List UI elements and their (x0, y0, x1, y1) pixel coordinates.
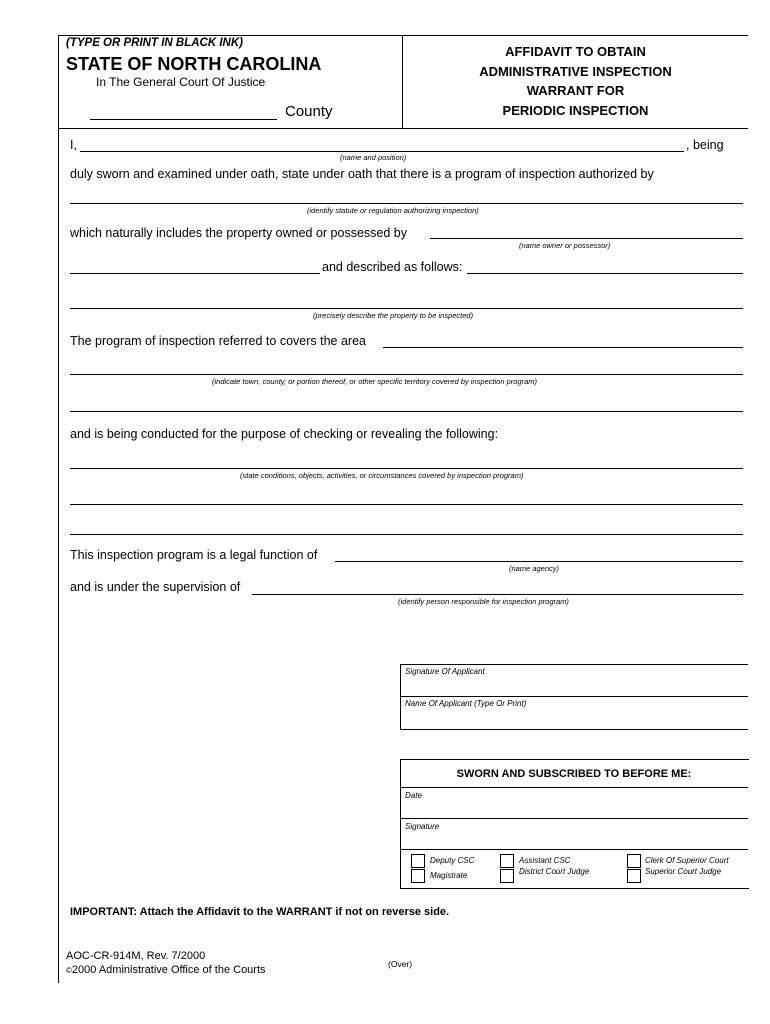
superior-judge-label: Superior Court Judge (645, 867, 722, 876)
clerk-superior-label: Clerk Of Superior Court (645, 856, 729, 865)
ink-instruction: (TYPE OR PRINT IN BLACK INK) (66, 37, 243, 49)
county-field[interactable] (90, 119, 277, 120)
conditions-field[interactable] (70, 468, 743, 469)
form-title (403, 42, 748, 120)
conditions-field-2[interactable] (70, 504, 743, 505)
owner-continued-field[interactable] (70, 273, 320, 274)
copyright-symbol: © (66, 966, 72, 975)
area-statement: The program of inspection referred to covers the area (70, 334, 366, 348)
responsible-field[interactable] (252, 594, 743, 595)
area-field[interactable] (383, 347, 743, 348)
copyright-line (66, 964, 266, 976)
sworn-signature-field[interactable] (400, 849, 748, 850)
clerk-superior-checkbox[interactable] (627, 854, 641, 868)
title-line-1: AFFIDAVIT TO OBTAIN (505, 44, 646, 59)
owner-field[interactable] (430, 238, 743, 239)
magistrate-checkbox[interactable] (411, 869, 425, 883)
over-note: (Over) (388, 959, 413, 969)
i-label: I, (70, 138, 77, 152)
purpose-statement: and is being conducted for the purpose of checking or revealing the following: (70, 427, 499, 441)
state-name: STATE OF NORTH CAROLINA (66, 54, 322, 74)
statute-caption: (identify statute or regulation authorizing inspection) (307, 206, 479, 215)
agency-caption: (name agency) (509, 564, 560, 573)
owner-caption: (name owner or possessor) (519, 241, 611, 250)
form-left-rule (58, 35, 59, 983)
title-line-4: PERIODIC INSPECTION (502, 102, 649, 118)
legal-function-statement: This inspection program is a legal function of (70, 548, 318, 562)
conditions-field-3[interactable] (70, 534, 743, 535)
being-label: , being (686, 138, 724, 152)
describe-caption: (precisely describe the property to be inspected) (313, 311, 474, 320)
title-line-3: WARRANT FOR (526, 83, 625, 98)
important-note: IMPORTANT: Attach the Affidavit to the WARRANT if not on reverse side. (70, 906, 450, 918)
applicant-name-field[interactable] (400, 696, 748, 697)
area-caption: (indicate town, county, or portion thereof, or other specific territory covered by inspection program) (212, 377, 538, 386)
header-bottom-rule (58, 128, 748, 129)
description-field[interactable] (467, 273, 743, 274)
deputy-csc-checkbox[interactable] (411, 854, 425, 868)
magistrate-label: Magistrate (430, 871, 468, 880)
description-field-2[interactable] (70, 308, 743, 309)
applicant-name-label: Name Of Applicant (Type Or Print) (405, 699, 527, 708)
deputy-csc-label: Deputy CSC (430, 856, 475, 865)
assistant-csc-checkbox[interactable] (500, 854, 514, 868)
assistant-csc-label: Assistant CSC (519, 856, 571, 865)
responsible-caption: (identify person responsible for inspection program) (398, 597, 569, 606)
sworn-date-field[interactable] (400, 818, 748, 819)
county-label: County (285, 103, 333, 120)
area-field-3[interactable] (70, 411, 743, 412)
described-label: and described as follows: (322, 260, 463, 274)
sworn-heading: SWORN AND SUBSCRIBED TO BEFORE ME: (456, 768, 692, 780)
signature-block-rule (400, 664, 401, 730)
district-judge-checkbox[interactable] (500, 869, 514, 883)
area-field-2[interactable] (70, 374, 743, 375)
applicant-signature-label: Signature Of Applicant (405, 667, 485, 676)
property-statement: which naturally includes the property owned or possessed by (70, 226, 407, 240)
sworn-date-top-rule (400, 787, 748, 788)
court-name: In The General Court Of Justice (96, 75, 266, 89)
supervision-statement: and is under the supervision of (70, 580, 241, 594)
title-line-2: ADMINISTRATIVE INSPECTION (479, 63, 672, 79)
district-judge-label: District Court Judge (519, 867, 590, 876)
copyright-text: 2000 Administrative Office of the Courts (71, 964, 266, 976)
applicant-block-bottom (400, 729, 748, 730)
agency-field[interactable] (335, 561, 743, 562)
name-position-caption: (name and position) (340, 153, 407, 162)
sworn-signature-label: Signature (405, 822, 440, 831)
name-position-field[interactable] (80, 151, 684, 152)
sworn-date-label: Date (405, 791, 422, 800)
statute-field[interactable] (70, 203, 743, 204)
header-top-rule (58, 35, 748, 36)
form-number: AOC-CR-914M, Rev. 7/2000 (66, 950, 206, 962)
superior-judge-checkbox[interactable] (627, 869, 641, 883)
conditions-caption: (state conditions, objects, activities, or circumstances covered by inspection program) (240, 471, 524, 480)
sworn-statement: duly sworn and examined under oath, state under oath that there is a program of inspection authorized by (70, 167, 654, 181)
applicant-signature-field[interactable] (400, 664, 748, 665)
